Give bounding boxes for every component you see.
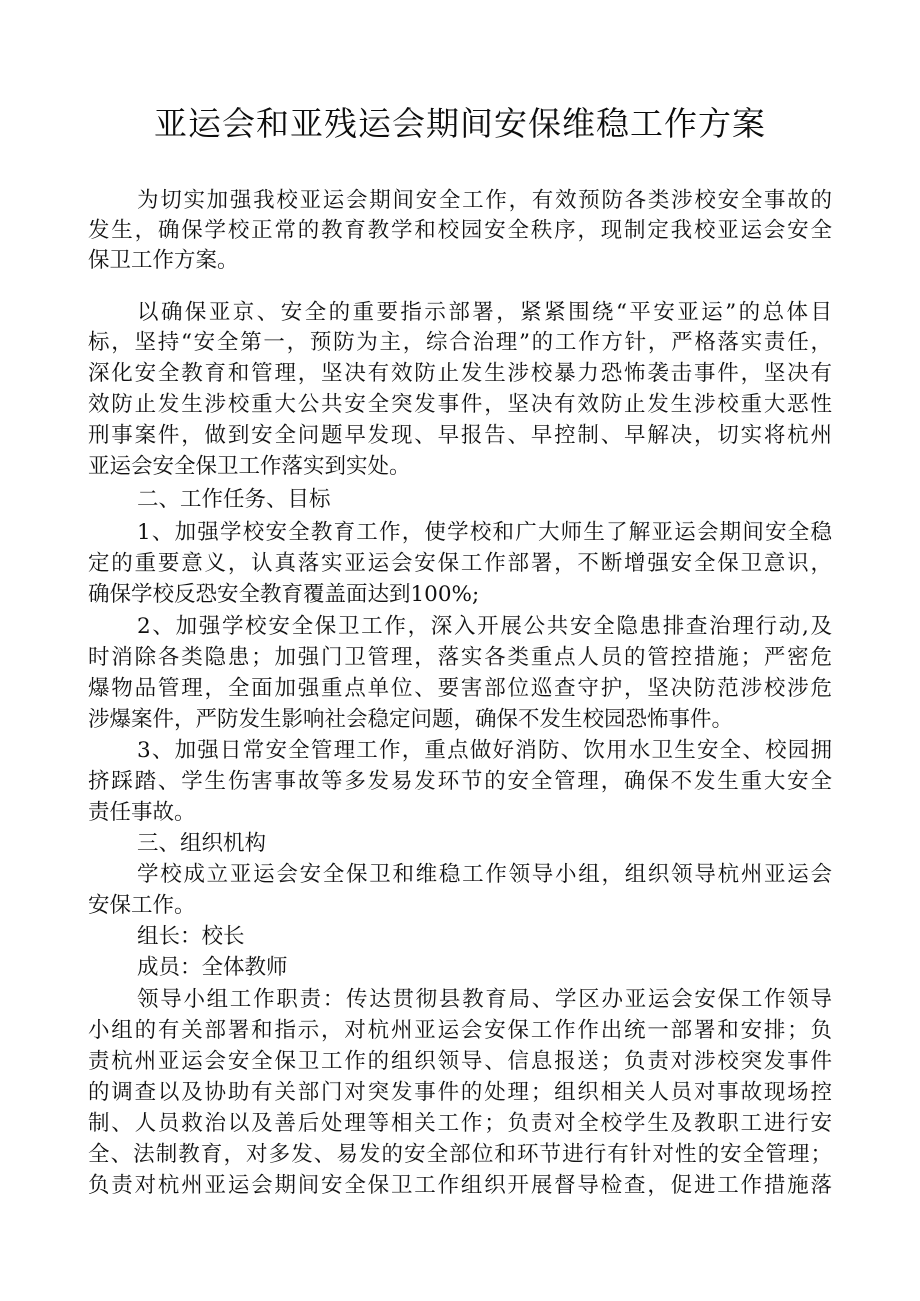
text-line: 发生，确保学校正常的教育教学和校园安全秩序，现制定我校亚运会安全: [88, 218, 832, 243]
text-line: 责任事故。: [88, 800, 196, 825]
text-line: 挤踩踏、学生伤害事故等多发易发环节的安全管理，确保不发生重大安全: [88, 769, 832, 794]
text-line: 的调查以及协助有关部门对突发事件的处理；组织相关人员对事故现场控: [88, 1080, 832, 1105]
text-line: 亚运会安全保卫工作落实到实处。: [88, 454, 411, 479]
text-line: 刑事案件，做到安全问题早发现、早报告、早控制、早解决，切实将杭州: [88, 423, 832, 448]
text-line: 深化安全教育和管理，坚决有效防止发生涉校暴力恐怖袭击事件，坚决有: [88, 361, 832, 386]
text-line: 制、人员救治以及善后处理等相关工作；负责对全校学生及教职工进行安: [88, 1111, 832, 1136]
text-line: 责杭州亚运会安全保卫工作的组织领导、信息报送；负责对涉校突发事件: [88, 1049, 832, 1074]
text-line: 安保工作。: [88, 893, 196, 918]
text-line: 领导小组工作职责：传达贯彻县教育局、学区办亚运会安保工作领导: [137, 987, 832, 1012]
text-line: 小组的有关部署和指示，对杭州亚运会安保工作作出统一部署和安排；负: [88, 1018, 832, 1043]
text-line: 以确保亚京、安全的重要指示部署，紧紧围绕“平安亚运”的总体目: [137, 300, 832, 325]
text-line: 涉爆案件，严防发生影响社会稳定问题，确保不发生校园恐怖事件。: [88, 707, 734, 732]
text-line: 组长：校长: [137, 924, 245, 949]
text-line: 定的重要意义，认真落实亚运会安保工作部署，不断增强安全保卫意识，: [88, 551, 832, 576]
text-line: 成员：全体教师: [137, 955, 288, 980]
text-line: 负责对杭州亚运会期间安全保卫工作组织开展督导检查，促进工作措施落: [88, 1173, 832, 1198]
text-line: 标，坚持“安全第一，预防为主，综合治理”的工作方针，严格落实责任，: [88, 330, 832, 355]
document-title: 亚运会和亚残运会期间安保维稳工作方案: [154, 104, 766, 143]
text-line: 1、加强学校安全教育工作，使学校和广大师生了解亚运会期间安全稳: [137, 520, 832, 545]
text-line: 3、加强日常安全管理工作，重点做好消防、饮用水卫生安全、校园拥: [137, 738, 832, 763]
text-line: 保卫工作方案。: [88, 248, 239, 273]
text-line: 学校成立亚运会安全保卫和维稳工作领导小组，组织领导杭州亚运会: [137, 862, 832, 887]
text-line: 确保学校反恐安全教育覆盖面达到100%;: [88, 582, 480, 607]
section-heading: 二、工作任务、目标: [137, 487, 331, 512]
text-line: 为切实加强我校亚运会期间安全工作，有效预防各类涉校安全事故的: [137, 188, 832, 213]
text-line: 2、加强学校安全保卫工作，深入开展公共安全隐患排查治理行动,及: [137, 614, 832, 639]
section-heading: 三、组织机构: [137, 831, 267, 856]
text-line: 时消除各类隐患；加强门卫管理，落实各类重点人员的管控措施；严密危: [88, 645, 832, 670]
text-line: 全、法制教育，对多发、易发的安全部位和环节进行有针对性的安全管理；: [88, 1142, 832, 1167]
text-line: 爆物品管理，全面加强重点单位、要害部位巡查守护，坚决防范涉校涉危: [88, 676, 832, 701]
text-line: 效防止发生涉校重大公共安全突发事件，坚决有效防止发生涉校重大恶性: [88, 392, 832, 417]
